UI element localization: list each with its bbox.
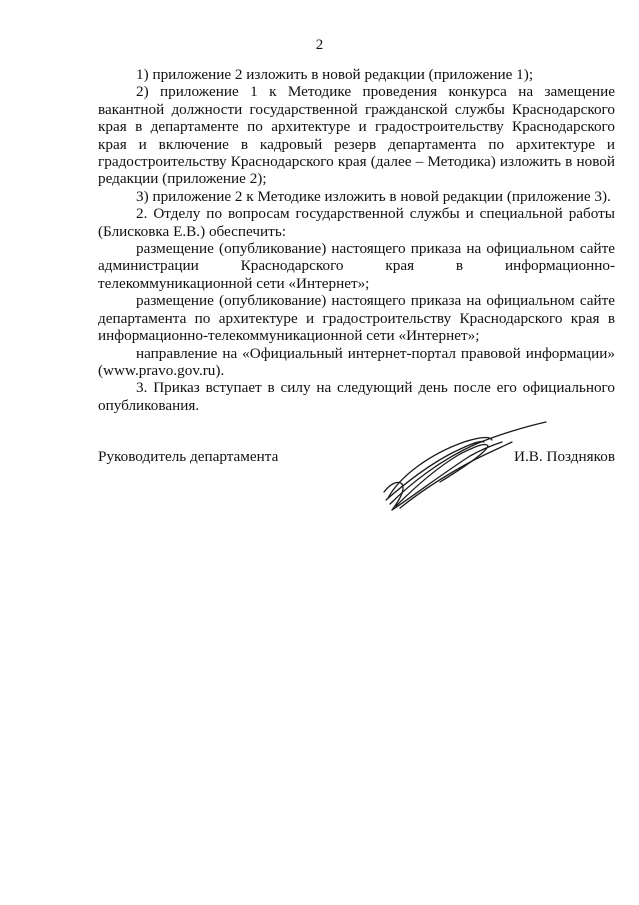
paragraph-publish-admin-site: размещение (опубликование) настоящего приказа на официальном сайте администрации Краснодарского края в информационно-телекоммуникационной сети «Интернет»; [98,240,615,292]
paragraph-clause-3: 3. Приказ вступает в силу на следующий день после его официального опубликования. [98,379,615,414]
paragraph-clause-2: 2. Отделу по вопросам государственной службы и специальной работы (Блисковка Е.В.) обеспечить: [98,205,615,240]
paragraph-item-3: 3) приложение 2 к Методике изложить в новой редакции (приложение 3). [136,187,611,205]
paragraph-legal-portal: направление на «Официальный интернет-портал правовой информации» (www.pravo.gov.ru). [98,344,615,379]
paragraph-publish-department-site: размещение (опубликование) настоящего приказа на официальном сайте департамента по архитектуре и градостроительству Краснодарского края в информационно-телекоммуникационной сети «Интернет»; [98,292,615,345]
document-body [98,66,615,414]
signatory-position: Руководитель департамента [98,448,279,465]
signatory-name: И.В. Поздняков [514,448,615,465]
paragraph-item-1: 1) приложение 2 изложить в новой редакции (приложение 1); [136,66,534,83]
paragraph-item-2: 2) приложение 1 к Методике проведения конкурса на замещение вакантной должности государственной гражданской службы Краснодарского края в департаменте по архитектуре и градостроительству Краснодарского края и включение в кадровый резерв департамента по архитектуре и градостроительству Краснодарского края (далее – Методика) изложить в новой редакции (приложение 2); [98,83,615,188]
page-number: 2 [315,37,324,53]
handwritten-signature [380,418,550,518]
